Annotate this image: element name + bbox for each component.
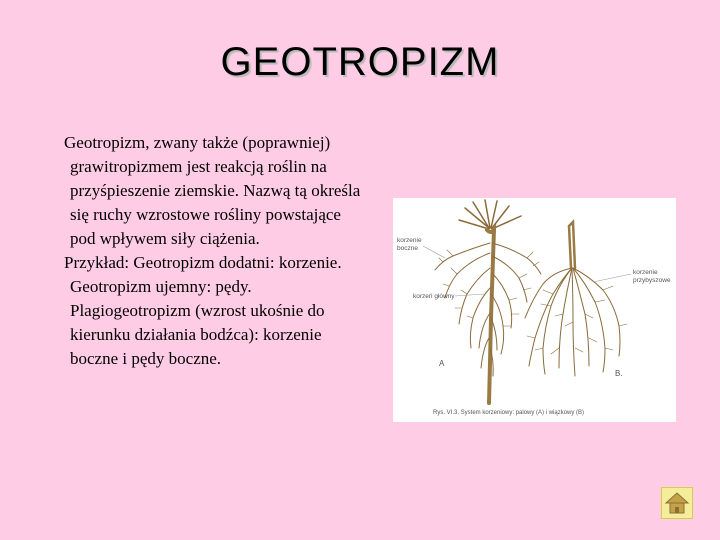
home-button[interactable]: [661, 487, 693, 519]
home-icon: [662, 488, 692, 518]
taproot-drawing: [435, 200, 541, 403]
fibrous-root-drawing: [525, 222, 627, 376]
root-system-figure: [393, 198, 676, 422]
slide-title: GEOTROPIZM: [220, 40, 500, 84]
body-paragraph-definition: Geotropizm, zwany także (poprawniej) grawitropizmem jest reakcją roślin na przyśpieszenie ziemskie. Nazwą tą określa się ruchy wzrostowe rośliny powstające pod wpływem siły ciążenia.: [64, 133, 361, 248]
label-lateral-roots-line2: boczne: [397, 245, 418, 252]
label-main-root: korzeń główny: [413, 293, 455, 300]
slide-body: [64, 131, 364, 371]
label-plant-a: A: [439, 359, 445, 368]
label-plant-b: B.: [615, 369, 623, 378]
root-system-illustration: [393, 198, 676, 422]
figure-caption: Rys. VI.3. System korzeniowy: palowy (A) i wiązkowy (B): [433, 410, 585, 416]
label-adventitious-line2: przybyszowe: [633, 277, 671, 284]
body-paragraph-example: Przykład: Geotropizm dodatni: korzenie. Geotropizm ujemny: pędy. Plagiogeotropizm (wzrost ukośnie do kierunku działania bodźca): korzenie boczne i pędy boczne.: [64, 253, 342, 368]
label-adventitious-line1: korzenie: [633, 269, 658, 276]
label-lateral-roots-line1: korzenie: [397, 237, 422, 244]
